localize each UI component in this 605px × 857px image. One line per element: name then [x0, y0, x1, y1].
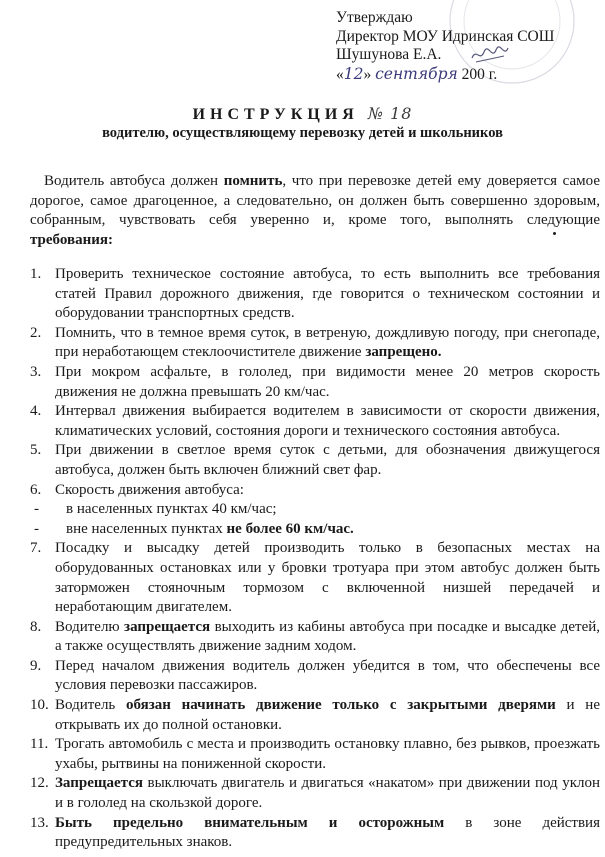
date-day: 12 [343, 64, 364, 83]
list-item: 11. Трогать автомобиль с места и производить остановку плавно, без рывков, проезжать ухабы, рытвины на пониженной скорости. [30, 736, 600, 772]
director-signature [470, 44, 510, 66]
document-title [0, 104, 605, 124]
intro-paragraph: Водитель автобуса должен помнить, что при перевозке детей ему доверяется самое дорогое, самое драгоценное, а следовательно, он должен быть совершенно здоровым, собранным, чувствовать себя уверенно и, кроме того, выполнять следующие требования: [30, 173, 600, 248]
approval-block [336, 9, 598, 84]
list-item: 13. Быть предельно внимательным и осторожным в зоне действия предупредительных знаков. [30, 814, 600, 851]
approval-label: Утверждаю [336, 9, 413, 26]
requirements-list [30, 265, 600, 853]
approval-date: «12» сентября 200 г. [336, 64, 498, 83]
director-title: Директор МОУ Идринская СОШ [336, 27, 555, 45]
list-item: 2. Помнить, что в темное время суток, в ветреную, дождливую погоду, при снегопаде, при неработающем стеклоочистителе движение запрещено. [30, 324, 600, 361]
title-number: № 18 [367, 104, 413, 123]
list-item: 1. Проверить техническое состояние автобуса, то есть выполнить все требования статей Правил дорожного движения, где говорится о техническом состоянии и оборудовании транспортных средств. [30, 266, 600, 322]
document-subtitle: водителю, осуществляющему перевозку детей и школьников [102, 125, 503, 141]
director-name: Шушунова Е.А. [336, 46, 442, 63]
date-month: сентября [375, 64, 458, 83]
list-item: 4. Интервал движения выбирается водителем в зависимости от скорости движения, климатических условий, состояния дороги и технического состояния автобуса. [30, 403, 600, 439]
list-item: 9. Перед началом движения водитель должен убедится в том, что обеспечены все условия перевозки пассажиров. [30, 657, 600, 694]
date-year: 200 г. [457, 65, 498, 83]
list-item: 10. Водитель обязан начинать движение только с закрытыми дверями и не открывать их до полной остановки. [30, 697, 600, 733]
list-item: 12. Запрещается выключать двигатель и двигаться «накатом» при движении под уклон и в гололед на скользкой дороге. [30, 775, 600, 812]
list-item: 6. Скорость движения автобуса: [30, 481, 244, 498]
ink-dot [553, 232, 556, 235]
list-item: 5. При движении в светлое время суток с детьми, для обозначения движущегося автобуса, должен быть включен ближний свет фар. [30, 442, 600, 478]
list-item: 7. Посадку и высадку детей производить только в безопасных местах на оборудованных остановках или у бровки тротуара при этом автобус должен быть заторможен стояночным тормозом с включенной низшей передачей и неработающим двигателем. [30, 540, 600, 616]
list-subitem: - вне населенных пунктах не более 60 км/час. [34, 520, 354, 537]
list-item: 8. Водителю запрещается выходить из кабины автобуса при посадке и высадке детей, а также осуществлять движение задним ходом. [30, 618, 601, 655]
list-subitem: - в населенных пунктах 40 км/час; [34, 501, 277, 518]
list-item: 3. При мокром асфальте, в гололед, при видимости менее 20 метров скорость движения не должна превышать 20 км/час. [30, 363, 600, 400]
title-word: ИНСТРУКЦИЯ [192, 106, 359, 123]
